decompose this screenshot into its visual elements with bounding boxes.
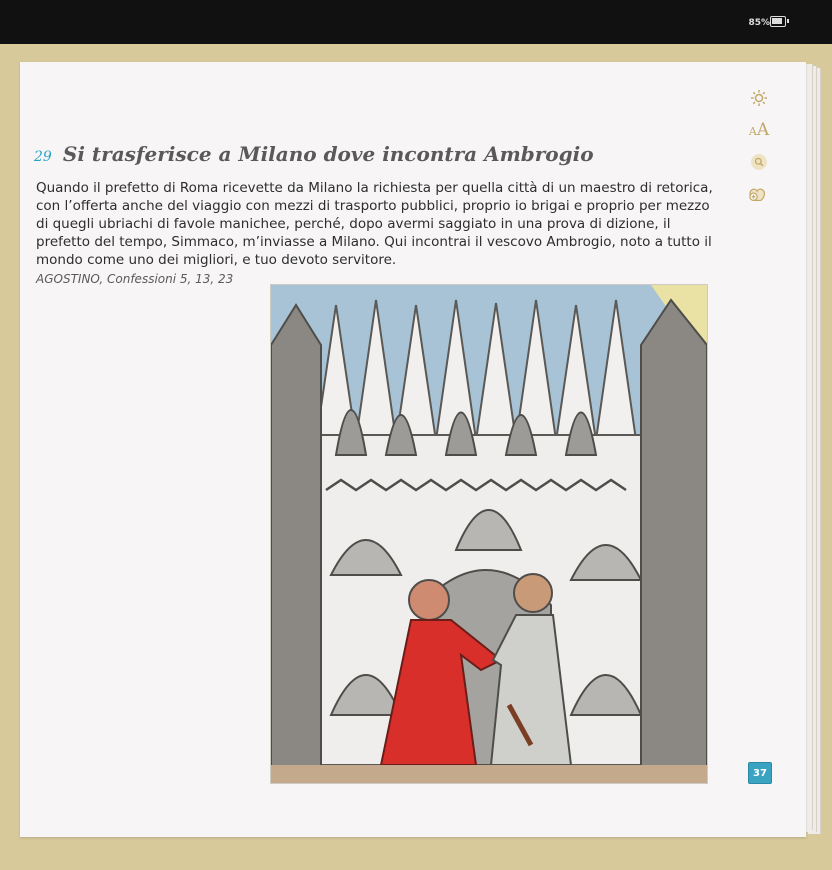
citation: AGOSTINO, Confessioni 5, 13, 23 (36, 272, 234, 286)
font-size-icon[interactable]: AA (748, 120, 770, 140)
section-title: Si trasferisce a Milano dove incontra Ambrogio (62, 142, 594, 166)
search-icon[interactable] (748, 151, 770, 173)
book-page-stack (20, 62, 820, 842)
reader-toolbar (746, 87, 772, 205)
body-paragraph: Quando il prefetto di Roma ricevette da Milano la richiesta per quella città di un maestro di retorica, con l’offerta anche del viaggio con mezzi di trasporto pubblici, proprio io brigai e proprio per mezzo di quegli ubriachi di favole manichee, perché, dopo avermi saggiato in una prova di dizione, il prefetto del tempo, Simmaco, m’inviasse a Milano. Qui incontrai il vescovo Ambrogio, noto a tutto il mondo come uno dei migliori, e tuo devoto servitore. (36, 180, 713, 268)
section-number: 29 (34, 149, 52, 165)
status-bar (0, 0, 832, 44)
page-number-badge: 37 (748, 762, 772, 784)
brightness-icon[interactable] (748, 87, 770, 109)
section-heading (34, 142, 654, 166)
book-page (20, 62, 806, 837)
bookmark-icon[interactable] (748, 183, 770, 205)
illustration (270, 284, 708, 784)
battery-icon (770, 16, 786, 27)
battery-percentage: 85% (748, 18, 770, 28)
